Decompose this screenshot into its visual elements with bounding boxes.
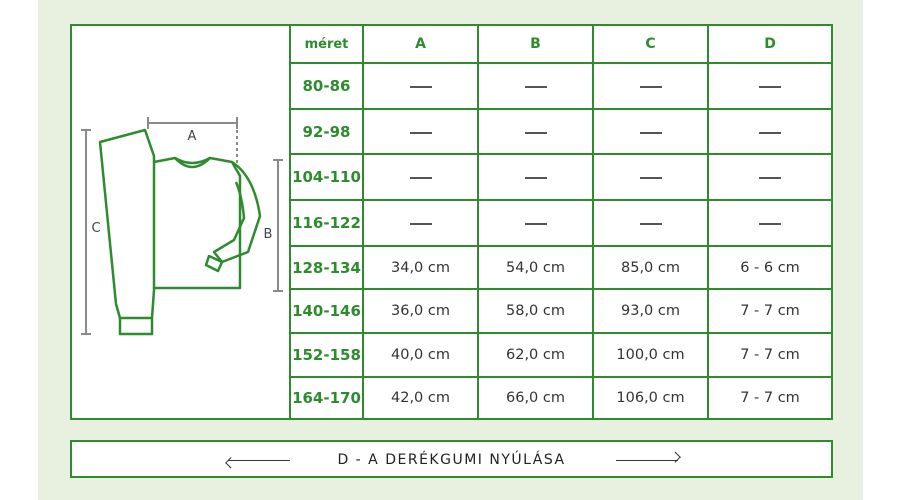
- value-c: 106,0 cm: [593, 377, 708, 418]
- dash-mark: [759, 177, 781, 179]
- garment-diagram: [72, 26, 291, 418]
- dash-mark: [525, 86, 547, 88]
- row-size: 80-86: [291, 63, 363, 109]
- dash-mark: [410, 223, 432, 225]
- dash-mark: [759, 223, 781, 225]
- measure-b-line: [273, 160, 283, 291]
- dash-mark: [525, 132, 547, 134]
- empty-value: [593, 109, 708, 155]
- empty-value: [708, 154, 831, 200]
- column-header-c: C: [593, 26, 708, 63]
- value-b: 62,0 cm: [478, 333, 593, 377]
- measure-c-label: C: [91, 221, 101, 236]
- value-d: 6 - 6 cm: [708, 246, 831, 290]
- empty-value: [478, 154, 593, 200]
- value-b: 58,0 cm: [478, 289, 593, 333]
- empty-value: [593, 200, 708, 246]
- right-arrow-icon: [616, 460, 678, 461]
- value-d: 7 - 7 cm: [708, 289, 831, 333]
- value-c: 100,0 cm: [593, 333, 708, 377]
- row-size: 116-122: [291, 200, 363, 246]
- column-header-a: A: [363, 26, 478, 63]
- dash-mark: [759, 86, 781, 88]
- empty-value: [363, 200, 478, 246]
- dash-mark: [525, 223, 547, 225]
- empty-value: [593, 63, 708, 109]
- value-a: 40,0 cm: [363, 333, 478, 377]
- column-header-d: D: [708, 26, 831, 63]
- dash-mark: [525, 177, 547, 179]
- empty-value: [708, 200, 831, 246]
- value-d: 7 - 7 cm: [708, 333, 831, 377]
- value-c: 85,0 cm: [593, 246, 708, 290]
- empty-value: [363, 154, 478, 200]
- row-size: 128-134: [291, 246, 363, 290]
- measure-b-label: B: [263, 227, 273, 242]
- empty-value: [478, 63, 593, 109]
- dash-mark: [759, 132, 781, 134]
- measure-a-label: A: [187, 129, 197, 144]
- column-header-size: méret: [291, 26, 363, 63]
- table-row: [291, 333, 831, 377]
- table-row: [291, 377, 831, 418]
- table-row: [291, 154, 831, 200]
- size-table: [291, 26, 831, 418]
- table-row: [291, 63, 831, 109]
- empty-value: [478, 200, 593, 246]
- row-size: 104-110: [291, 154, 363, 200]
- row-size: 140-146: [291, 289, 363, 333]
- sweatshirt-illustration: [72, 26, 289, 418]
- dash-mark: [410, 177, 432, 179]
- value-a: 36,0 cm: [363, 289, 478, 333]
- empty-value: [363, 109, 478, 155]
- empty-value: [363, 63, 478, 109]
- empty-value: [708, 63, 831, 109]
- empty-value: [478, 109, 593, 155]
- row-size: 164-170: [291, 377, 363, 418]
- value-a: 34,0 cm: [363, 246, 478, 290]
- table-row: [291, 289, 831, 333]
- value-b: 66,0 cm: [478, 377, 593, 418]
- dash-mark: [410, 86, 432, 88]
- value-c: 93,0 cm: [593, 289, 708, 333]
- table-header-row: [291, 26, 831, 63]
- empty-value: [708, 109, 831, 155]
- size-chart: [70, 24, 833, 420]
- waistband-note: [70, 440, 833, 478]
- dash-mark: [640, 86, 662, 88]
- dash-mark: [640, 177, 662, 179]
- dash-mark: [640, 132, 662, 134]
- measure-c-line: [81, 130, 91, 334]
- value-a: 42,0 cm: [363, 377, 478, 418]
- value-b: 54,0 cm: [478, 246, 593, 290]
- row-size: 152-158: [291, 333, 363, 377]
- empty-value: [593, 154, 708, 200]
- waistband-note-text: D - A DERÉKGUMI NYÚLÁSA: [337, 452, 566, 468]
- table-row: [291, 200, 831, 246]
- row-size: 92-98: [291, 109, 363, 155]
- value-d: 7 - 7 cm: [708, 377, 831, 418]
- table-row: [291, 246, 831, 290]
- dash-mark: [640, 223, 662, 225]
- dash-mark: [410, 132, 432, 134]
- table-row: [291, 109, 831, 155]
- column-header-b: B: [478, 26, 593, 63]
